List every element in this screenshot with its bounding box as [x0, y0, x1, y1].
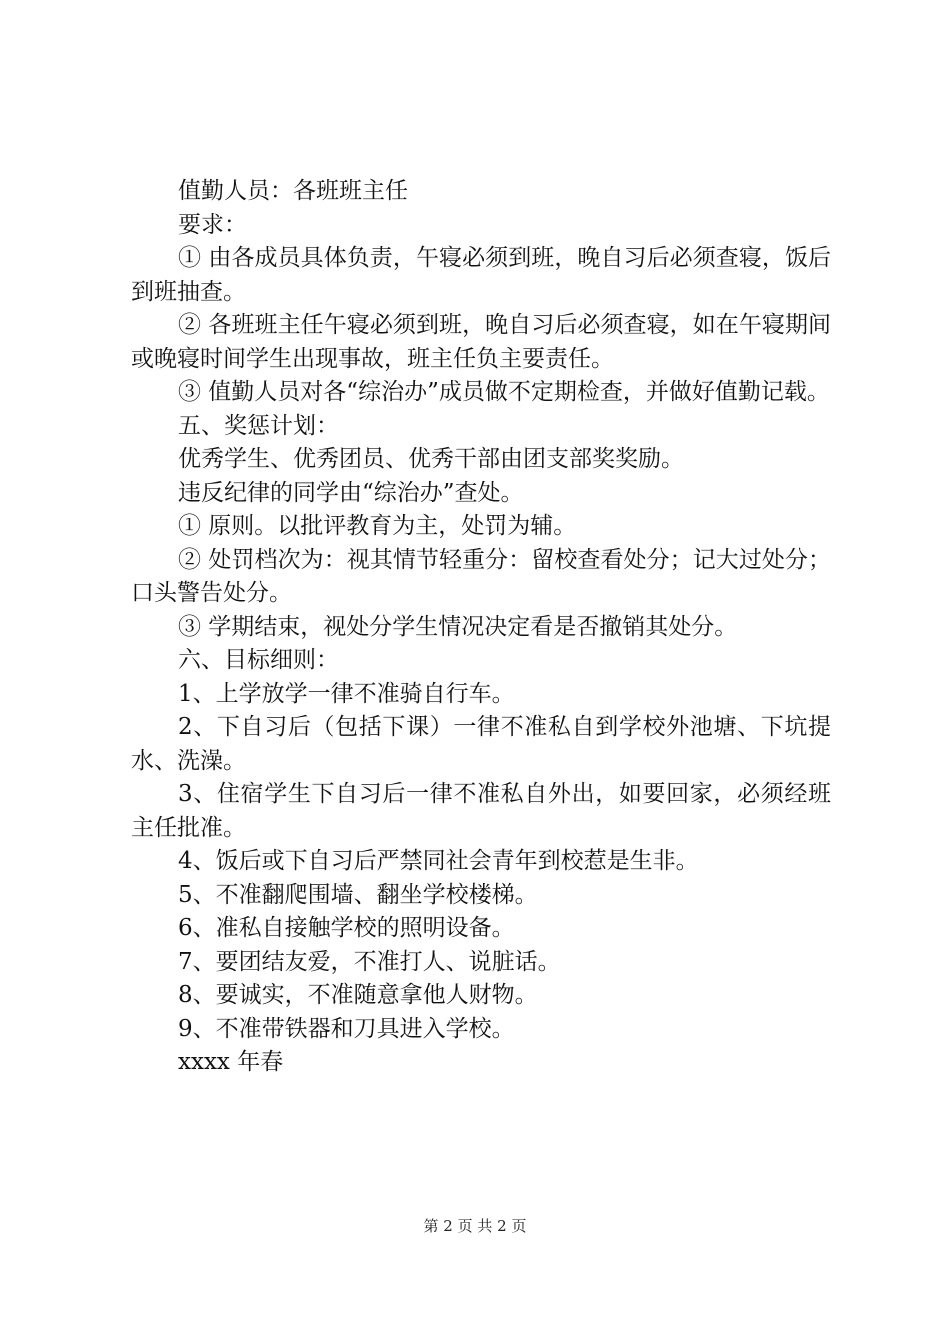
paragraph-term-end: ③ 学期结束，视处分学生情况决定看是否撤销其处分。 [178, 613, 738, 640]
paragraph-duty-staff: 值勤人员：各班班主任 [178, 178, 408, 204]
rule-item-7: 7、要团结友爱，不准打人、说脏话。 [178, 948, 561, 975]
rule-item-3: 3、住宿学生下自习后一律不准私自外出，如要回家，必须经班主任批准。 [131, 781, 831, 841]
paragraph-penalty-levels: ② 处罚档次为：视其情节轻重分：留校查看处分；记大过处分；口头警告处分。 [131, 546, 831, 606]
rule-item-1: 1、上学放学一律不准骑自行车。 [178, 680, 515, 707]
paragraph-requirements-heading: 要求： [178, 211, 247, 238]
paragraph-requirement-2: ② 各班班主任午寝必须到班，晚自习后必须查寝，如在午寝期间或晚寝时间学生出现事故，班主任负主要责任。 [131, 312, 831, 372]
paragraph-requirement-3: ③ 值勤人员对各“综治办”成员做不定期检查，并做好值勤记载。 [178, 379, 830, 405]
paragraph-discipline: 违反纪律的同学由“综治办”查处。 [178, 479, 524, 506]
document-date: xxxx 年春 [178, 1049, 284, 1075]
document-body [131, 175, 831, 1080]
page-footer [0, 1216, 950, 1236]
section-heading-rewards: 五、奖惩计划： [178, 412, 339, 439]
section-heading-rules: 六、目标细则： [178, 647, 339, 673]
paragraph-requirement-1: ① 由各成员具体负责，午寝必须到班，晚自习后必须查寝，饭后到班抽查。 [131, 245, 831, 305]
rule-item-2: 2、下自习后（包括下课）一律不准私自到学校外池塘、下坑提水、洗澡。 [131, 714, 831, 774]
rule-item-5: 5、不准翻爬围墙、翻坐学校楼梯。 [178, 881, 538, 908]
rule-item-9: 9、不准带铁器和刀具进入学校。 [178, 1015, 515, 1042]
rule-item-8: 8、要诚实，不准随意拿他人财物。 [178, 982, 538, 1008]
rule-item-6: 6、准私自接触学校的照明设备。 [178, 915, 515, 941]
paragraph-rewards: 优秀学生、优秀团员、优秀干部由团支部奖奖励。 [178, 446, 684, 472]
paragraph-principle: ① 原则。以批评教育为主，处罚为辅。 [178, 513, 577, 539]
rule-item-4: 4、饭后或下自习后严禁同社会青年到校惹是生非。 [178, 848, 699, 874]
page-number-label: 第 2 页 共 2 页 [423, 1217, 527, 1235]
